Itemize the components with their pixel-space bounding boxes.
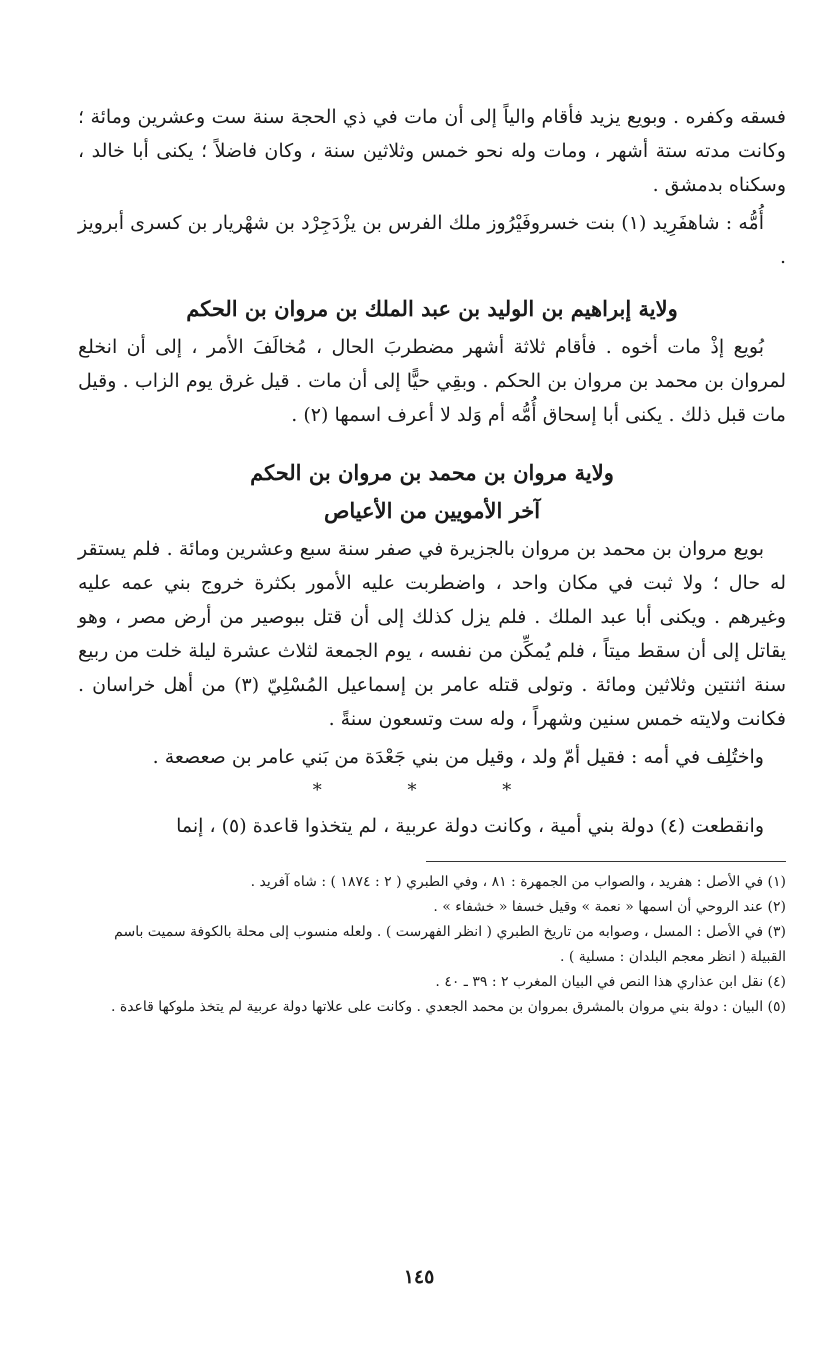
footnote-4: (٤) نقل ابن عذاري هذا النص في البيان المغرب ٢ : ٣٩ ـ ٤٠ . [435, 974, 786, 990]
paragraph-yazid-end: فسقه وكفره . وبويع يزيد فأقام والياً إلى أن مات في ذي الحجة سنة ست وعشرين ومائة ؛ وكانت مدته ستة أشهر ، ومات وله نحو خمس وثلاثين سنة ، وكان فاضلاً ؛ يكنى أبا خالد ، وسكناه بدمشق . [78, 106, 786, 196]
paragraph-marwan-mother: واختُلِف في أمه : فقيل أمّ ولد ، وقيل من بني جَعْدَة من بَني عامر بن صعصعة . [152, 746, 764, 768]
paragraph-ibrahim: بُويع إذْ مات أخوه . فأقام ثلاثة أشهر مضطربَ الحال ، مُخالَفَ الأمر ، إلى أن انخلع لمروان بن محمد بن مروان بن الحكم . وبقِي حيًّا إلى أن مات . قيل غرق يوم الزاب . وقيل مات قبل ذلك . يكنى أبا إسحاق أُمُّه أم وَلد لا أعرف اسمها (٢) . [78, 336, 786, 426]
footnote-divider [426, 861, 786, 862]
footnote-5: (٥) البيان : دولة بني مروان بالمشرق بمروان بن محمد الجعدي . وكانت على علاتها دولة عربية لم يتخذ ملوكها قاعدة . [110, 999, 786, 1015]
footnote-1: (١) في الأصل : هفريد ، والصواب من الجمهرة : ٨١ ، وفي الطبري ( ٢ : ١٨٧٤ ) : شاه آفريد . [250, 874, 786, 890]
section-separator: * * * [312, 780, 552, 801]
paragraph-yazid-mother: أُمُّه : شاهفَرِيد (١) بنت خسروفَيْرُوز ملك الفرس بن يزْدَجِرْد بن شهْريار بن كسرى أبرويز . [78, 212, 786, 268]
heading-marwan-line1: ولاية مروان بن محمد بن مروان بن الحكم [250, 460, 614, 485]
footnote-3: (٣) في الأصل : المسل ، وصوابه من تاريخ الطبري ( انظر الفهرست ) . ولعله منسوب إلى محلة بالكوفة سميت باسم القبيلة ( انظر معجم البلدان : مسلية ) . [114, 924, 786, 965]
footnote-2: (٢) عند الروحي أن اسمها « نعمة » وقيل خسفا « خشفاء » . [433, 899, 786, 915]
footnotes [78, 870, 786, 1020]
paragraph-umayyad-end: وانقطعت (٤) دولة بني أمية ، وكانت دولة عربية ، لم يتخذوا قاعدة (٥) ، إنما [176, 815, 764, 837]
heading-marwan-line2: آخر الأمويين من الأعياص [323, 498, 541, 523]
heading-ibrahim: ولاية إبراهيم بن الوليد بن عبد الملك بن مروان بن الحكم [186, 296, 678, 321]
page-number: ١٤٥ [403, 1266, 435, 1288]
paragraph-marwan: بويع مروان بن محمد بن مروان بالجزيرة في صفر سنة سبع وعشرين ومائة . فلم يستقر له حال ؛ ولا ثبت في مكان واحد ، واضطربت عليه الأمور بكثرة خروج بني عمه عليه وغيرهم . ويكنى أبا عبد الملك . فلم يزل كذلك إلى أن قتل ببوصير من أرض مصر ، وهو يقاتل إلى أن سقط ميتاً ، فلم يُمكِّن من نفسه ، يوم الجمعة لثلاث عشرة ليلة خلت من ربيع سنة اثنتين وثلاثين ومائة . وتولى قتله عامر بن إسماعيل المُسْلِيّ (٣) من أهل خراسان . فكانت ولايته خمس سنين وشهراً ، وله ست وتسعون سنةً . [78, 538, 786, 730]
